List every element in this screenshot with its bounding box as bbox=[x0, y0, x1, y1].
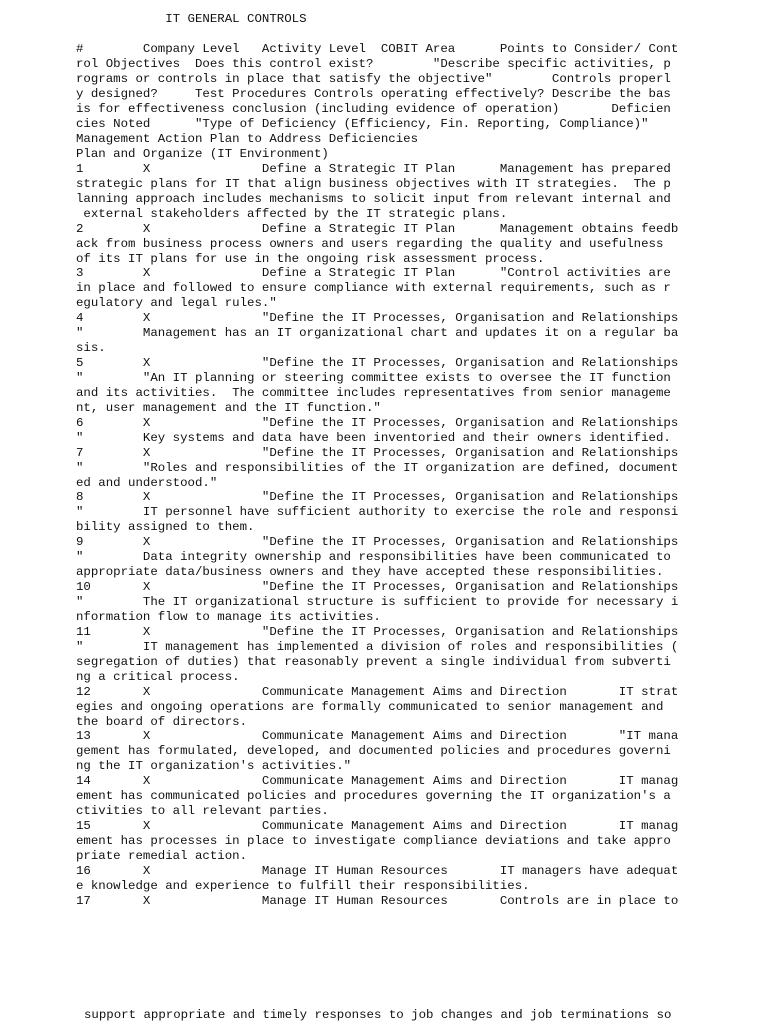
header-line-4: y designed? Test Procedures Controls operating effectively? Describe the bas bbox=[76, 87, 671, 101]
control-row-9: 9 X "Define the IT Processes, Organisation and Relationships bbox=[76, 535, 679, 549]
control-row-1: 1 X Define a Strategic IT Plan Management has prepared bbox=[76, 162, 671, 176]
control-text: egulatory and legal rules." bbox=[76, 296, 277, 310]
control-text: " The IT organizational structure is sufficient to provide for necessary i bbox=[76, 595, 679, 609]
control-row-4: 4 X "Define the IT Processes, Organisation and Relationships bbox=[76, 311, 679, 325]
control-text: segregation of duties) that reasonably prevent a single individual from subverti bbox=[76, 655, 671, 669]
control-text: ng the IT organization's activities." bbox=[76, 759, 352, 773]
control-text: gement has formulated, developed, and documented policies and procedures governi bbox=[76, 744, 671, 758]
control-text: " IT management has implemented a division of roles and responsibilities ( bbox=[76, 640, 679, 654]
header-line-5: is for effectiveness conclusion (including evidence of operation) Deficien bbox=[76, 102, 671, 116]
control-text: " "Roles and responsibilities of the IT organization are defined, document bbox=[76, 461, 679, 475]
control-text: nformation flow to manage its activities. bbox=[76, 610, 381, 624]
control-text: lanning approach includes mechanisms to solicit input from relevant internal and bbox=[76, 192, 671, 206]
control-text: of its IT plans for use in the ongoing risk assessment process. bbox=[76, 252, 545, 266]
control-text: " Management has an IT organizational chart and updates it on a regular ba bbox=[76, 326, 679, 340]
header-line-2: rol Objectives Does this control exist? "Describe specific activities, p bbox=[76, 57, 671, 71]
control-text: priate remedial action. bbox=[76, 849, 248, 863]
control-text: bility assigned to them. bbox=[76, 520, 255, 534]
control-row-15: 15 X Communicate Management Aims and Direction IT manag bbox=[76, 819, 679, 833]
control-row-11: 11 X "Define the IT Processes, Organisation and Relationships bbox=[76, 625, 679, 639]
control-row-12: 12 X Communicate Management Aims and Direction IT strat bbox=[76, 685, 679, 699]
control-text: in place and followed to ensure compliance with external requirements, such as r bbox=[76, 281, 671, 295]
control-text: e knowledge and experience to fulfill their responsibilities. bbox=[76, 879, 530, 893]
control-row-2: 2 X Define a Strategic IT Plan Management obtains feedb bbox=[76, 222, 679, 236]
control-text: " IT personnel have sufficient authority to exercise the role and responsi bbox=[76, 505, 679, 519]
header-line-7: Management Action Plan to Address Deficiencies bbox=[76, 132, 419, 146]
control-text: ack from business process owners and users regarding the quality and usefulness bbox=[76, 237, 664, 251]
control-text: nt, user management and the IT function." bbox=[76, 401, 381, 415]
control-row-7: 7 X "Define the IT Processes, Organisation and Relationships bbox=[76, 446, 679, 460]
control-row-14: 14 X Communicate Management Aims and Direction IT manag bbox=[76, 774, 679, 788]
page-footer-text: support appropriate and timely responses to job changes and job terminations so bbox=[84, 1008, 672, 1022]
control-row-16: 16 X Manage IT Human Resources IT managers have adequat bbox=[76, 864, 679, 878]
control-text: strategic plans for IT that align business objectives with IT strategies. The p bbox=[76, 177, 671, 191]
control-row-8: 8 X "Define the IT Processes, Organisation and Relationships bbox=[76, 490, 679, 504]
control-text: " "An IT planning or steering committee exists to oversee the IT function bbox=[76, 371, 671, 385]
control-text: ng a critical process. bbox=[76, 670, 240, 684]
control-row-10: 10 X "Define the IT Processes, Organisation and Relationships bbox=[76, 580, 679, 594]
control-text: the board of directors. bbox=[76, 715, 248, 729]
control-text: " Data integrity ownership and responsibilities have been communicated to bbox=[76, 550, 671, 564]
control-text: " Key systems and data have been inventoried and their owners identified. bbox=[76, 431, 671, 445]
header-line-3: rograms or controls in place that satisfy the objective" Controls properl bbox=[76, 72, 671, 86]
header-line-1: # Company Level Activity Level COBIT Area Points to Consider/ Cont bbox=[76, 42, 679, 56]
control-row-5: 5 X "Define the IT Processes, Organisation and Relationships bbox=[76, 356, 679, 370]
document-title: IT GENERAL CONTROLS bbox=[76, 12, 307, 26]
control-text: ement has processes in place to investigate compliance deviations and take appro bbox=[76, 834, 671, 848]
control-text: ed and understood." bbox=[76, 476, 218, 490]
control-row-17: 17 X Manage IT Human Resources Controls are in place to bbox=[76, 894, 679, 908]
control-text: and its activities. The committee includes representatives from senior manageme bbox=[76, 386, 671, 400]
control-row-6: 6 X "Define the IT Processes, Organisation and Relationships bbox=[76, 416, 679, 430]
control-text: egies and ongoing operations are formally communicated to senior management and bbox=[76, 700, 664, 714]
control-text: sis. bbox=[76, 341, 106, 355]
control-row-13: 13 X Communicate Management Aims and Direction "IT mana bbox=[76, 729, 679, 743]
control-text: ctivities to all relevant parties. bbox=[76, 804, 329, 818]
control-text: ement has communicated policies and procedures governing the IT organization's a bbox=[76, 789, 671, 803]
control-text: external stakeholders affected by the IT strategic plans. bbox=[76, 207, 508, 221]
control-text: appropriate data/business owners and they have accepted these responsibilities. bbox=[76, 565, 664, 579]
control-row-3: 3 X Define a Strategic IT Plan "Control activities are bbox=[76, 266, 671, 280]
section-heading: Plan and Organize (IT Environment) bbox=[76, 147, 329, 161]
header-line-6: cies Noted "Type of Deficiency (Efficiency, Fin. Reporting, Compliance)" bbox=[76, 117, 649, 131]
